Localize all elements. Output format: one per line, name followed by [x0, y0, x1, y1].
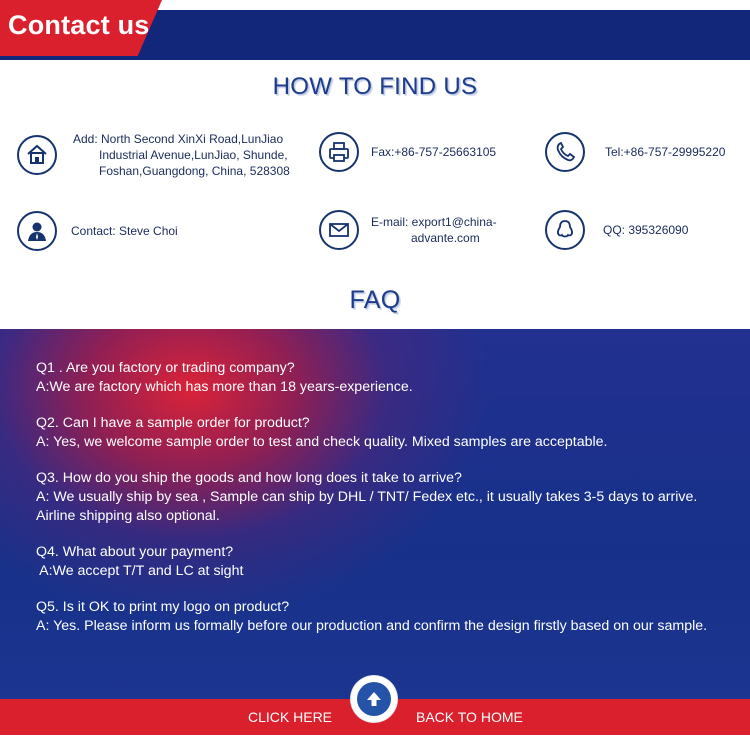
faq-list: [36, 359, 726, 653]
contact-text: Contact: Steve Choi: [71, 224, 178, 238]
address-line1: Add: North Second XinXi Road,LunJiao: [73, 132, 284, 146]
faq-question: Q2. Can I have a sample order for product?: [36, 415, 310, 431]
email-block: [319, 210, 497, 250]
address-line2: Industrial Avenue,LunJiao, Shunde,: [99, 148, 288, 162]
faq-question: Q1 . Are you factory or trading company?: [36, 360, 295, 376]
qq-text: QQ: 395326090: [603, 223, 689, 237]
faq-item: [36, 359, 726, 397]
email-line2[interactable]: advante.com: [411, 231, 480, 245]
how-to-find-heading: HOW TO FIND US: [272, 73, 478, 100]
phone-icon: [545, 132, 585, 172]
faq-question: Q4. What about your payment?: [36, 544, 234, 560]
page-title: Contact us: [8, 10, 150, 40]
envelope-icon: [319, 210, 359, 250]
faq-answer: A:We accept T/T and LC at sight: [36, 563, 244, 579]
address-line3: Foshan,Guangdong, China, 528308: [99, 164, 290, 178]
back-to-top-button[interactable]: [351, 676, 397, 722]
house-icon: [17, 135, 57, 175]
faq-panel: [0, 329, 750, 699]
back-to-home-link[interactable]: BACK TO HOME: [416, 709, 523, 725]
faq-heading: FAQ: [349, 286, 401, 314]
faq-item: [36, 543, 726, 581]
person-icon: [17, 211, 57, 251]
bottom-strip: [0, 735, 750, 743]
tel-text: Tel:+86-757-29995220: [605, 145, 726, 159]
faq-answer: A: We usually ship by sea , Sample can ship by DHL / TNT/ Fedex etc., it usually takes 3-5 days to arrive. Airline shipping also optional.: [36, 489, 698, 524]
fax-text: Fax:+86-757-25663105: [371, 145, 497, 159]
qq-penguin-icon: [545, 210, 585, 250]
faq-question: Q3. How do you ship the goods and how long does it take to arrive?: [36, 470, 462, 486]
header-banner: [0, 0, 750, 62]
arrow-up-icon: [357, 682, 391, 716]
faq-answer: A: Yes. Please inform us formally before our production and confirm the design firstly based on our sample.: [36, 618, 708, 634]
faq-answer: A: Yes, we welcome sample order to test and check quality. Mixed samples are acceptable.: [36, 434, 608, 450]
contact-block: [17, 211, 178, 251]
fax-icon: [319, 132, 359, 172]
email-line1[interactable]: E-mail: export1@china-: [371, 215, 497, 229]
tel-block: [545, 132, 725, 172]
faq-answer: A:We are factory which has more than 18 years-experience.: [36, 379, 413, 395]
faq-item: [36, 469, 726, 526]
faq-item: [36, 414, 726, 452]
qq-block: [545, 210, 688, 250]
click-here-link[interactable]: CLICK HERE: [248, 709, 333, 725]
address-block: [17, 131, 290, 179]
faq-item: [36, 598, 726, 636]
fax-block: [319, 132, 496, 172]
faq-question: Q5. Is it OK to print my logo on product?: [36, 599, 290, 615]
